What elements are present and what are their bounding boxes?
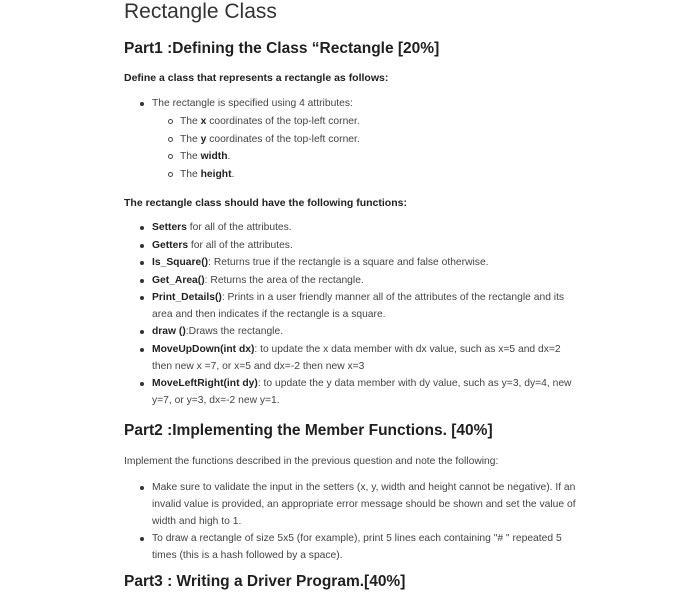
function-item: MoveLeftRight(int dy): to update the y data member with dy value, such as y=3, dy=4, new y=7, or y=3, dx=-2 new y=1.	[152, 375, 572, 409]
function-item: Print_Details(): Prints in a user friendly manner all of the attributes of the rectangle and its area and then indicates if the rectangle is a square.	[152, 289, 572, 323]
part2-intro: Implement the functions described in the previous question and note the following:	[124, 456, 499, 467]
function-item: Get_Area(): Returns the area of the rectangle.	[152, 272, 572, 290]
function-item: Is_Square(): Returns true if the rectangle is a square and false otherwise.	[152, 254, 572, 272]
attribute-item: The width.	[180, 148, 360, 166]
part2-item: To draw a rectangle of size 5x5 (for example), print 5 lines each containing "# " repeated 5 times (this is a hash followed by a space).	[152, 530, 576, 564]
function-item: MoveUpDown(int dx): to update the x data member with dx value, such as x=5 and dx=2 then new x =7, or x=5 and dx=-2 then new x=3	[152, 341, 572, 375]
spec-item: The rectangle is specified using 4 attributes:	[152, 95, 353, 113]
page-title: Rectangle Class	[124, 0, 277, 23]
part1-heading: Part1 :Defining the Class “Rectangle [20%]	[124, 40, 440, 57]
part1-intro: Define a class that represents a rectangle as follows:	[124, 72, 389, 84]
attribute-item: The y coordinates of the top-left corner.	[180, 131, 360, 149]
part3-heading: Part3 : Writing a Driver Program.[40%]	[124, 573, 406, 590]
functions-intro: The rectangle class should have the following functions:	[124, 197, 407, 209]
attribute-list	[180, 113, 360, 183]
part2-item: Make sure to validate the input in the setters (x, y, width and height cannot be negative). If an invalid value is provided, an appropriate error message should be shown and set the value of width and high to 1.	[152, 479, 576, 530]
function-item: Getters for all of the attributes.	[152, 237, 572, 255]
attribute-item: The height.	[180, 166, 360, 184]
part2-list	[152, 479, 576, 564]
function-item: Setters for all of the attributes.	[152, 219, 572, 237]
function-item: draw ():Draws the rectangle.	[152, 323, 572, 341]
functions-list	[152, 219, 572, 409]
part2-heading: Part2 :Implementing the Member Functions. [40%]	[124, 422, 493, 439]
attribute-item: The x coordinates of the top-left corner.	[180, 113, 360, 131]
spec-list	[152, 95, 353, 113]
